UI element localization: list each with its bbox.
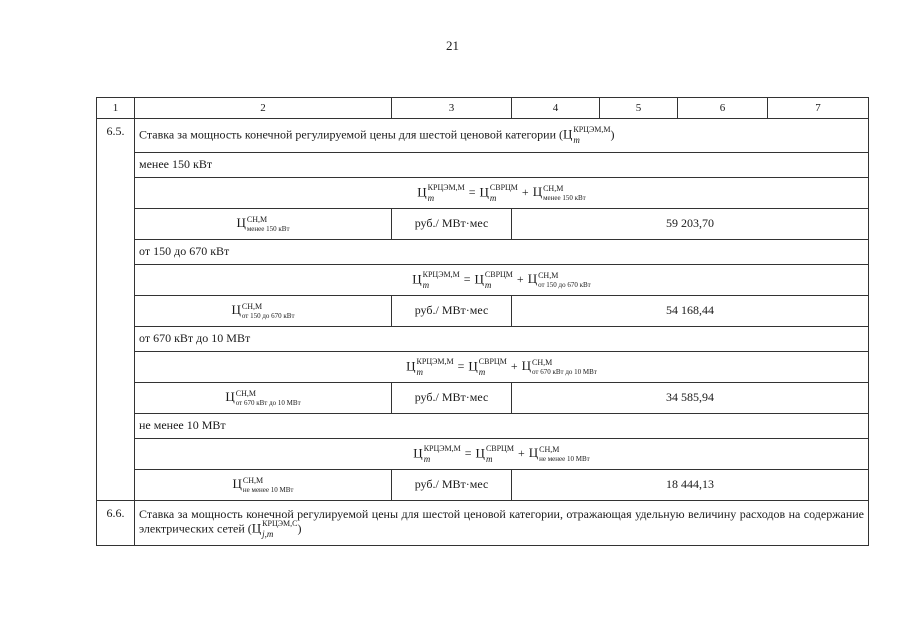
title-symbol: Ц КРЦЭМ,М m <box>563 125 611 145</box>
column-header-4: 4 <box>512 98 600 119</box>
formula-row <box>97 265 869 296</box>
unit-cell: руб./ МВт·мес <box>392 209 512 240</box>
column-header-row <box>97 98 869 119</box>
group-label-row <box>97 327 869 352</box>
group-label-row <box>97 153 869 178</box>
title-symbol: Ц КРЦЭМ,С j,m <box>251 519 298 540</box>
value-cell: 18 444,13 <box>512 470 869 501</box>
indicator-symbol: Ц СН,М не менее 10 МВт <box>135 470 392 501</box>
section-6-5-title-text: Ставка за мощность конечной регулируемой цены для шестой ценовой категории ( <box>139 127 563 142</box>
section-6-6-row <box>97 501 869 546</box>
column-header-2: 2 <box>135 98 392 119</box>
column-header-5: 5 <box>600 98 678 119</box>
value-row <box>97 470 869 501</box>
unit-cell: руб./ МВт·мес <box>392 470 512 501</box>
column-header-7: 7 <box>768 98 869 119</box>
group-label: менее 150 кВт <box>135 153 869 178</box>
column-header-3: 3 <box>392 98 512 119</box>
formula: Ц КРЦЭМ,М m = Ц СВРЦМ m + Ц СН,М менее 150 кВт <box>135 178 869 209</box>
formula: Ц КРЦЭМ,М m = Ц СВРЦМ m + Ц СН,М от 150 до 670 кВт <box>135 265 869 296</box>
group-label: не менее 10 МВт <box>135 414 869 439</box>
value-row <box>97 209 869 240</box>
section-6-5-title-row <box>97 119 869 153</box>
formula: Ц КРЦЭМ,М m = Ц СВРЦМ m + Ц СН,М не менее 10 МВт <box>135 439 869 470</box>
group-label-row <box>97 240 869 265</box>
group-label: от 670 кВт до 10 МВт <box>135 327 869 352</box>
value-cell: 34 585,94 <box>512 383 869 414</box>
value-cell: 54 168,44 <box>512 296 869 327</box>
column-header-1: 1 <box>97 98 135 119</box>
section-6-6-title-text: Ставка за мощность конечной регулируемой цены для шестой ценовой категории, отражающая удельную величину расходов на содержание электрических сетей ( <box>139 506 864 536</box>
indicator-symbol: Ц СН,М менее 150 кВт <box>135 209 392 240</box>
formula-row <box>97 178 869 209</box>
unit-cell: руб./ МВт·мес <box>392 296 512 327</box>
group-label-row <box>97 414 869 439</box>
section-6-5-title: Ставка за мощность конечной регулируемой цены для шестой ценовой категории (Ц КРЦЭМ,М m ) <box>135 119 869 153</box>
value-cell: 59 203,70 <box>512 209 869 240</box>
group-label: от 150 до 670 кВт <box>135 240 869 265</box>
unit-cell: руб./ МВт·мес <box>392 383 512 414</box>
section-number-6-6: 6.6. <box>97 501 135 546</box>
tariff-table <box>96 97 869 546</box>
formula-row <box>97 352 869 383</box>
value-row <box>97 383 869 414</box>
indicator-symbol: Ц СН,М от 670 кВт до 10 МВт <box>135 383 392 414</box>
indicator-symbol: Ц СН,М от 150 до 670 кВт <box>135 296 392 327</box>
formula-row <box>97 439 869 470</box>
page-number: 21 <box>446 38 459 53</box>
column-header-6: 6 <box>678 98 768 119</box>
section-6-6-title: Ставка за мощность конечной регулируемой цены для шестой ценовой категории, отражающая удельную величину расходов на содержание электрических сетей (Ц КРЦЭМ,С j,m ) <box>135 501 869 546</box>
value-row <box>97 296 869 327</box>
formula: Ц КРЦЭМ,М m = Ц СВРЦМ m + Ц СН,М от 670 кВт до 10 МВт <box>135 352 869 383</box>
section-number-6-5: 6.5. <box>97 119 135 501</box>
